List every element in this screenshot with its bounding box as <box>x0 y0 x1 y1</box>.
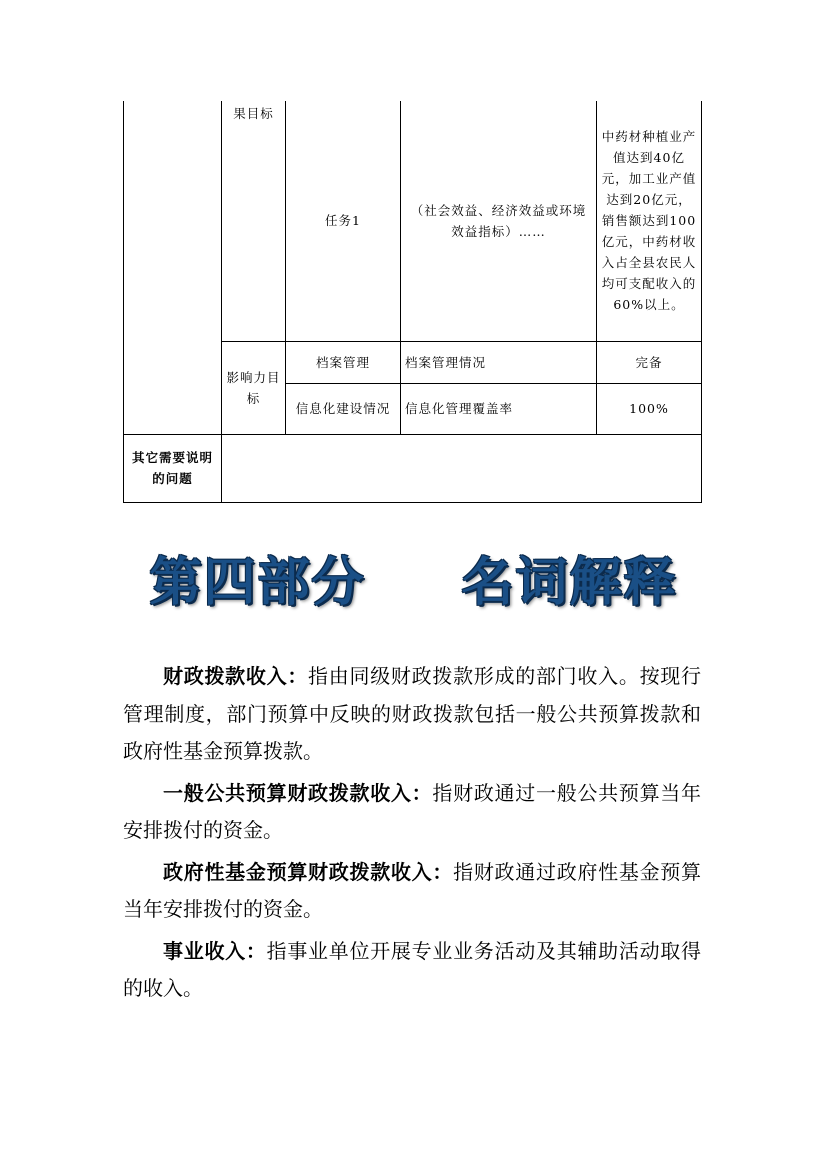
section-part-title: 第四部分 <box>149 553 366 613</box>
performance-table <box>123 101 702 503</box>
section-heading <box>0 540 827 620</box>
row-item: 信息化建设情况 <box>286 383 401 434</box>
row-value: 完备 <box>597 341 702 383</box>
definition-text: 指事业单位开展专业业务活动及其辅助活动取得的收入。 <box>123 938 702 1000</box>
other-issues-label: 其它需要说明的问题 <box>124 434 222 502</box>
outcome-target-label: 果目标 <box>222 101 286 341</box>
definitions-list <box>123 658 701 1012</box>
outcome-indicator: （社会效益、经济效益或环境效益指标）…… <box>401 101 597 341</box>
definition-item <box>123 775 701 850</box>
definition-term: 财政拨款收入： <box>163 664 309 688</box>
section-name-title: 名词解释 <box>461 553 678 613</box>
row-item: 档案管理 <box>286 341 401 383</box>
definition-text: 指财政通过一般公共预算当年安排拨付的资金。 <box>123 780 702 842</box>
definition-text: 指财政通过政府性基金预算当年安排拨付的资金。 <box>123 859 702 921</box>
definition-term: 一般公共预算财政拨款收入： <box>163 780 433 805</box>
definition-item <box>123 658 701 771</box>
definition-text: 指由同级财政拨款形成的部门收入。按现行管理制度，部门预算中反映的财政拨款包括一般公共预算拨款和政府性基金预算拨款。 <box>123 664 702 763</box>
row-indicator: 信息化管理覆盖率 <box>401 383 597 434</box>
blank-category-cell <box>124 101 222 434</box>
other-issues-value <box>222 434 702 502</box>
definition-item <box>123 933 701 1008</box>
definition-term: 事业收入： <box>163 938 267 963</box>
definition-item <box>123 854 701 929</box>
task-label: 任务1 <box>286 101 401 341</box>
outcome-value: 中药材种植业产值达到40亿元，加工业产值达到20亿元，销售额达到100亿元，中药材收入占全县农民人均可支配收入的60%以上。 <box>597 101 702 341</box>
row-indicator: 档案管理情况 <box>401 341 597 383</box>
definition-term: 政府性基金预算财政拨款收入： <box>163 859 454 884</box>
row-value: 100% <box>597 383 702 434</box>
influence-target-label: 影响力目标 <box>222 341 286 434</box>
